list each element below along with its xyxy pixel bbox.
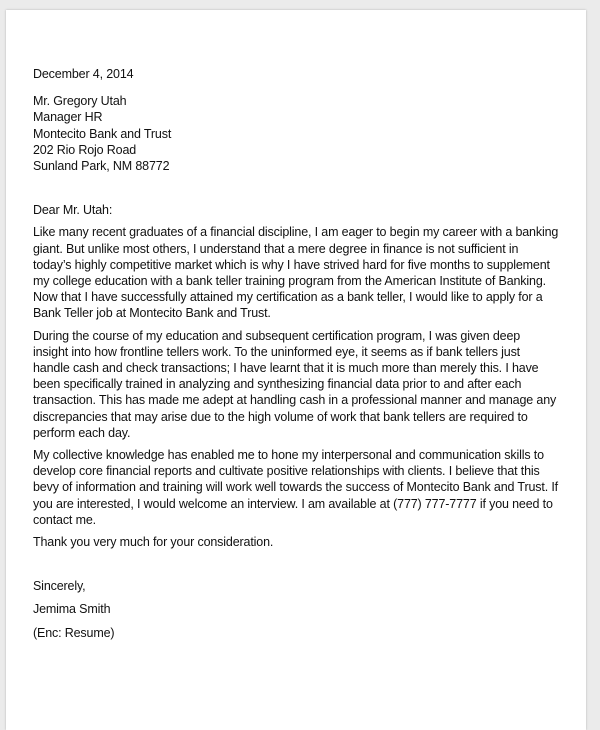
- body-paragraph-4: [33, 534, 556, 550]
- paragraph-line: develop core financial reports and cultivate positive relationships with clients. I believe that this: [33, 464, 540, 479]
- paragraph-line: handle cash and check transactions; I have learnt that it is much more than merely this. I have: [33, 361, 539, 376]
- paragraph-line: Like many recent graduates of a financial discipline, I am eager to begin my career with a banking: [33, 225, 559, 240]
- letter-page: [6, 10, 586, 730]
- enclosure-note: (Enc: Resume): [33, 625, 115, 640]
- paragraph-line: Bank Teller job at Montecito Bank and Trust.: [33, 306, 271, 321]
- salutation-text: Dear Mr. Utah:: [33, 203, 113, 218]
- paragraph-line: During the course of my education and subsequent certification program, I was given deep: [33, 328, 521, 343]
- paragraph-line: Now that I have successfully attained my certification as a bank teller, I would like to apply for a: [33, 290, 543, 305]
- paragraph-line: bevy of information and training will work well towards the success of Montecito Bank and Trust. If: [33, 480, 558, 495]
- body-paragraph-3: [33, 447, 556, 528]
- paragraph-line: today’s highly competitive market which is why I have strived hard for five months to supplement: [33, 257, 550, 272]
- body-paragraph-2: [33, 328, 556, 441]
- paragraph-line: my college education with a bank teller training program from the American Institute of Banking.: [33, 274, 546, 289]
- body-paragraph-1: [33, 224, 559, 321]
- cover-letter: [33, 66, 559, 648]
- salutation: [33, 202, 556, 218]
- recipient-name: Mr. Gregory Utah: [33, 94, 127, 109]
- paragraph-line: insight into how frontline tellers work. To the uninformed eye, it seems as if bank tellers just: [33, 344, 520, 359]
- paragraph-line: perform each day.: [33, 425, 131, 440]
- recipient-title: Manager HR: [33, 110, 103, 125]
- paragraph-line: giant. But unlike most others, I understand that a mere degree in finance is not sufficient in: [33, 241, 519, 256]
- paragraph-line: contact me.: [33, 512, 96, 527]
- signature-name: Jemima Smith: [33, 602, 111, 617]
- recipient-city: Sunland Park, NM 88772: [33, 159, 170, 174]
- closing-text: Sincerely,: [33, 579, 86, 594]
- recipient-company: Montecito Bank and Trust: [33, 126, 172, 141]
- paragraph-line: been specifically trained in analyzing and synthesizing financial data prior to and after each: [33, 377, 522, 392]
- date-text: December 4, 2014: [33, 67, 134, 81]
- paragraph-line: Thank you very much for your consideration.: [33, 535, 274, 550]
- paragraph-line: My collective knowledge has enabled me to hone my interpersonal and communication skills to: [33, 448, 544, 463]
- paragraph-line: you are interested, I would welcome an interview. I am available at (777) 777-7777 if you need to: [33, 496, 553, 511]
- paragraph-line: transaction. This has made me adept at handling cash in a professional manner and manage any: [33, 393, 557, 408]
- recipient-address: [33, 93, 556, 174]
- recipient-street: 202 Rio Rojo Road: [33, 142, 137, 157]
- letter-date: [33, 66, 556, 82]
- paragraph-line: discrepancies that may arise due to the high volume of work that bank tellers are required to: [33, 409, 528, 424]
- letter-closing: [33, 578, 556, 641]
